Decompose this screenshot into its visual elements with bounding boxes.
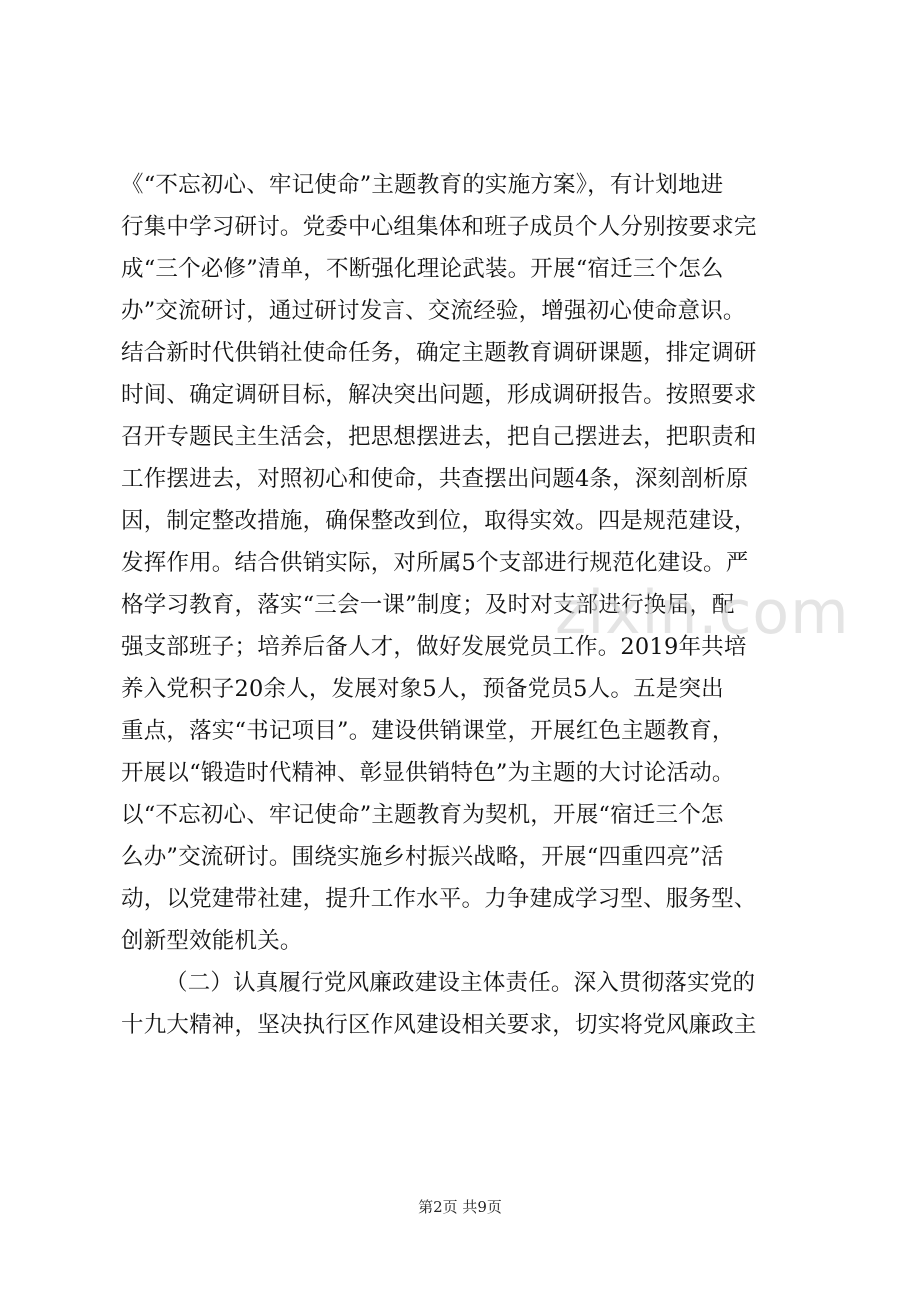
text-line: 格学习教育，落实“三会一课”制度；及时对支部进行换届，配 bbox=[121, 592, 735, 618]
page-footer: 第2页 共9页 bbox=[418, 1198, 502, 1216]
text-line: 办”交流研讨，通过研讨发言、交流经验，增强初心使命意识。 bbox=[121, 298, 746, 324]
text-line: 因，制定整改措施，确保整改到位，取得实效。四是规范建设， bbox=[121, 508, 757, 534]
text-line: 结合新时代供销社使命任务，确定主题教育调研课题，排定调研 bbox=[121, 340, 757, 366]
text-line: 动，以党建带社建，提升工作水平。力争建成学习型、服务型、 bbox=[121, 886, 757, 912]
text-line: 养入党积子20余人，发展对象5人，预备党员5人。五是突出 bbox=[121, 676, 724, 702]
text-line: 《“不忘初心、牢记使命”主题教育的实施方案》，有计划地进 bbox=[121, 172, 724, 198]
text-line: 时间、确定调研目标，解决突出问题，形成调研报告。按照要求 bbox=[121, 382, 757, 408]
text-line: 创新型效能机关。 bbox=[121, 928, 303, 954]
text-line: 召开专题民主生活会，把思想摆进去，把自己摆进去，把职责和 bbox=[121, 424, 757, 450]
watermark: zixin.com bbox=[555, 578, 850, 648]
text-line: 么办”交流研讨。围绕实施乡村振兴战略，开展“四重四亮”活 bbox=[121, 844, 724, 870]
text-line: 开展以“锻造时代精神、彰显供销特色”为主题的大讨论活动。 bbox=[121, 760, 735, 786]
text-line: 重点，落实“书记项目”。建设供销课堂，开展红色主题教育， bbox=[121, 718, 735, 744]
text-line: 以“不忘初心、牢记使命”主题教育为契机，开展“宿迁三个怎 bbox=[121, 802, 724, 828]
paragraph bbox=[121, 962, 821, 1046]
text-line: （二）认真履行党风廉政建设主体责任。深入贯彻落实党的 bbox=[165, 970, 756, 996]
text-line: 强支部班子；培养后备人才，做好发展党员工作。2019年共培 bbox=[121, 634, 747, 660]
text-line: 工作摆进去，对照初心和使命，共查摆出问题4条，深刻剖析原 bbox=[121, 466, 749, 492]
text-line: 十九大精神，坚决执行区作风建设相关要求，切实将党风廉政主 bbox=[121, 1012, 757, 1038]
paragraph bbox=[121, 164, 821, 962]
text-line: 发挥作用。结合供销实际，对所属5个支部进行规范化建设。严 bbox=[121, 550, 749, 576]
text-line: 成“三个必修”清单，不断强化理论武装。开展“宿迁三个怎么 bbox=[121, 256, 724, 282]
text-line: 行集中学习研讨。党委中心组集体和班子成员个人分别按要求完 bbox=[121, 214, 757, 240]
